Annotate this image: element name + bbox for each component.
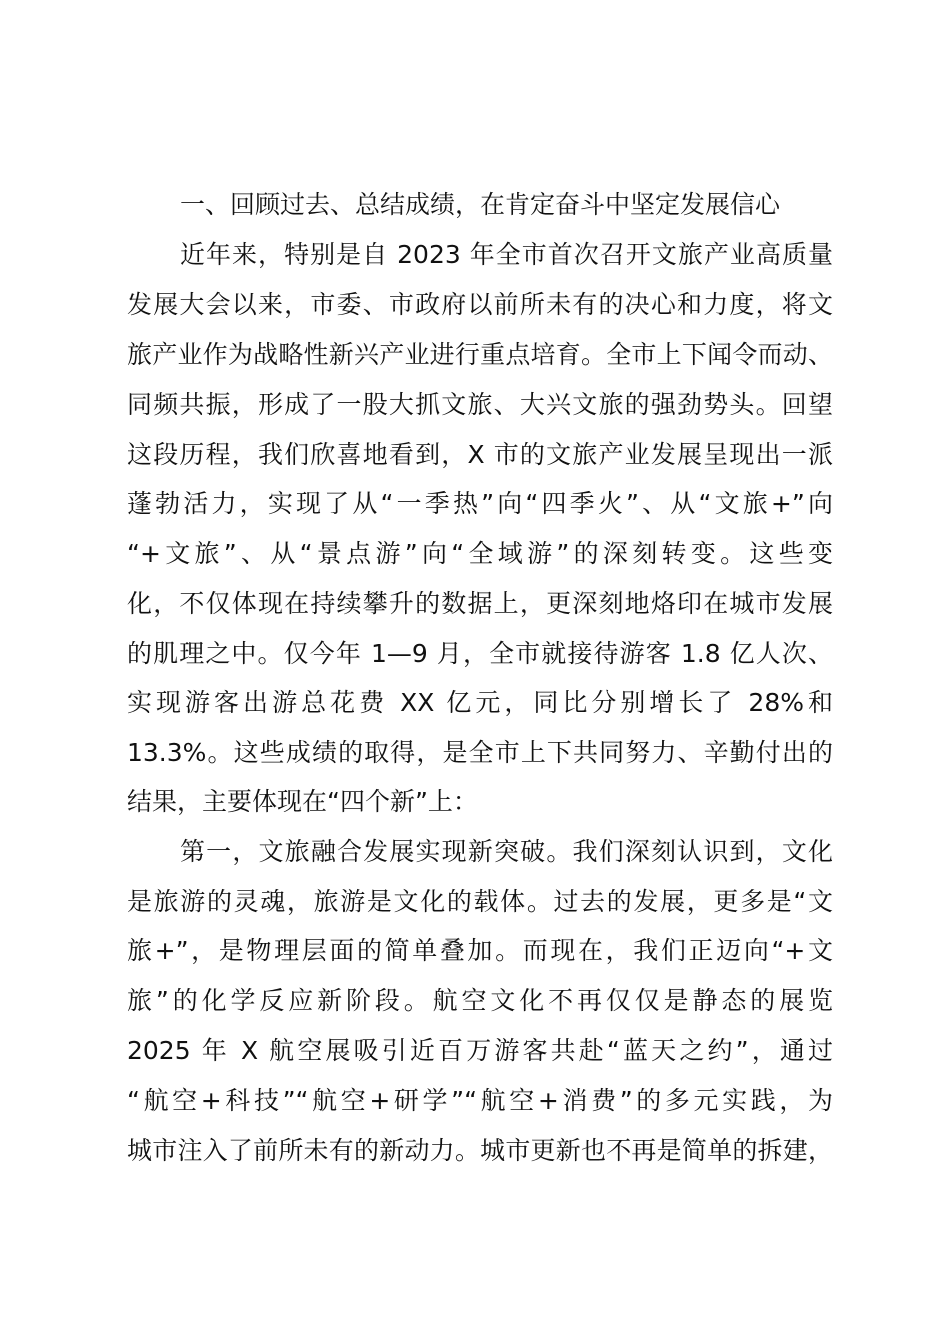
text-line: 化，不仅体现在持续攀升的数据上，更深刻地烙印在城市发展 (127, 589, 833, 618)
text-line: 的肌理之中。仅今年 1—9 月，全市就接待游客 1.8 亿人次、 (127, 639, 833, 668)
text-line: 蓬勃活力，实现了从“一季热”向“四季火”、从“文旅+”向 (127, 489, 833, 518)
text-line: “+文旅”、从“景点游”向“全域游”的深刻转变。这些变 (127, 539, 833, 568)
text-line: 旅+”，是物理层面的简单叠加。而现在，我们正迈向“+文 (127, 936, 833, 965)
text-line: 13.3%。这些成绩的取得，是全市上下共同努力、辛勤付出的 (127, 738, 833, 767)
text-line: 这段历程，我们欣喜地看到，X 市的文旅产业发展呈现出一派 (127, 440, 833, 469)
text-line: 同频共振，形成了一股大抓文旅、大兴文旅的强劲势头。回望 (127, 390, 833, 419)
text-line: “航空+科技”“航空+研学”“航空+消费”的多元实践，为 (127, 1086, 833, 1115)
text-line: 2025 年 X 航空展吸引近百万游客共赴“蓝天之约”，通过 (127, 1036, 833, 1065)
text-line: 发展大会以来，市委、市政府以前所未有的决心和力度，将文 (127, 290, 833, 319)
section-heading: 一、回顾过去、总结成绩，在肯定奋斗中坚定发展信心 (180, 190, 781, 219)
text-line: 是旅游的灵魂，旅游是文化的载体。过去的发展，更多是“文 (127, 887, 833, 916)
text-line: 实现游客出游总花费 XX 亿元，同比分别增长了 28%和 (127, 688, 833, 717)
text-line: 结果，主要体现在“四个新”上： (127, 787, 478, 816)
text-line: 第一，文旅融合发展实现新突破。我们深刻认识到，文化 (180, 837, 833, 866)
text-line: 近年来，特别是自 2023 年全市首次召开文旅产业高质量 (180, 240, 833, 269)
text-line: 城市注入了前所未有的新动力。城市更新也不再是简单的拆建， (127, 1136, 833, 1165)
text-line: 旅”的化学反应新阶段。航空文化不再仅仅是静态的展览 (127, 986, 833, 1015)
text-line: 旅产业作为战略性新兴产业进行重点培育。全市上下闻令而动、 (127, 340, 833, 369)
